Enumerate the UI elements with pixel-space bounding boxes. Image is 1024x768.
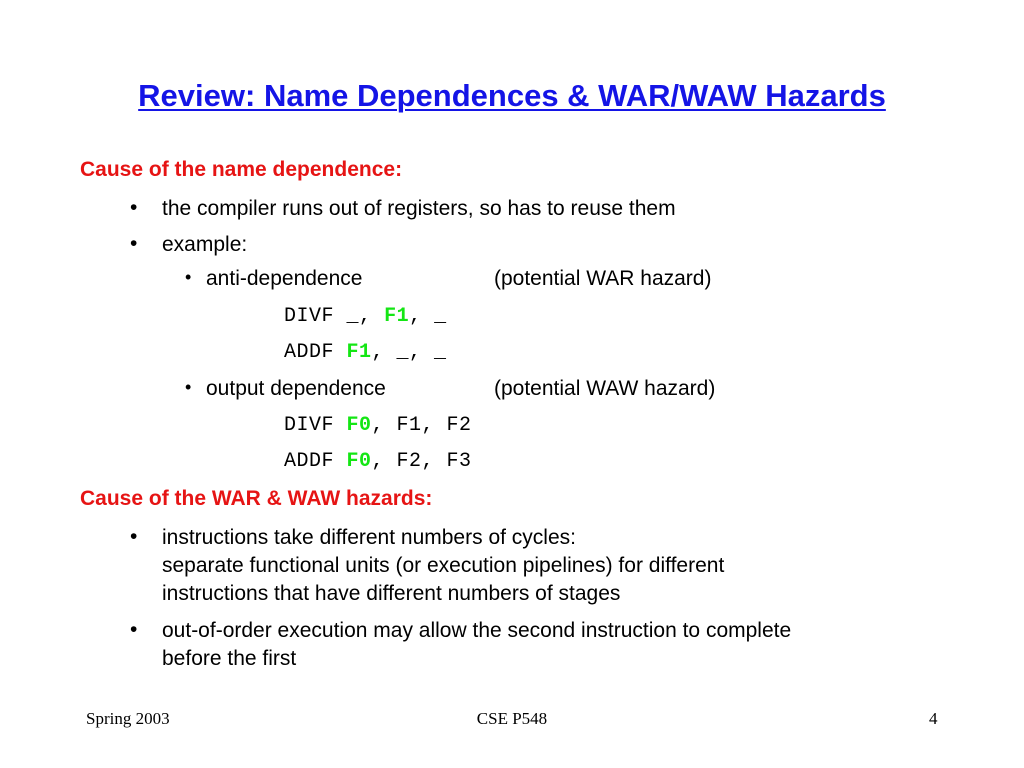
code-operand: , F2, F3 (371, 450, 472, 473)
bullet-text-example: example: (162, 233, 248, 256)
code-operand: _, (346, 305, 372, 328)
code-register-highlight: F0 (346, 450, 372, 473)
note-waw-hazard: (potential WAW hazard) (494, 377, 716, 400)
section-heading-war-waw: Cause of the WAR & WAW hazards: (80, 487, 433, 510)
sub-bullet-anti-dependence: anti-dependence (206, 267, 363, 290)
code-line-addf-output (284, 450, 472, 473)
code-op: ADDF (284, 450, 335, 473)
bullet-text-cycles-line2: separate functional units (or execution pipelines) for different (162, 554, 725, 577)
section-heading-name-dependence: Cause of the name dependence: (80, 158, 403, 181)
code-operand: , F1, F2 (371, 414, 472, 437)
code-line-divf-anti (284, 305, 447, 328)
code-register-highlight: F0 (346, 414, 372, 437)
code-line-divf-output (284, 414, 472, 437)
bullet-icon: • (185, 377, 192, 397)
bullet-text-ooo-line2: before the first (162, 647, 297, 670)
bullet-text-ooo-line1: out-of-order execution may allow the second instruction to complete (162, 619, 792, 642)
code-op: DIVF (284, 305, 335, 328)
bullet-text-compiler: the compiler runs out of registers, so has to reuse them (162, 197, 676, 220)
code-op: ADDF (284, 341, 335, 364)
bullet-text-cycles-line3: instructions that have different numbers of stages (162, 582, 621, 605)
bullet-text-cycles-line1: instructions take different numbers of cycles: (162, 526, 576, 549)
code-operand: , _, _ (371, 341, 447, 364)
bullet-icon: • (130, 196, 138, 219)
bullet-icon: • (130, 525, 138, 548)
note-war-hazard: (potential WAR hazard) (494, 267, 712, 290)
bullet-icon: • (185, 267, 192, 287)
code-register-highlight: F1 (384, 305, 410, 328)
code-line-addf-anti (284, 341, 447, 364)
code-op: DIVF (284, 414, 335, 437)
slide-title: Review: Name Dependences & WAR/WAW Hazards (138, 78, 886, 113)
code-register-highlight: F1 (346, 341, 372, 364)
footer-date: Spring 2003 (86, 709, 170, 728)
bullet-icon: • (130, 232, 138, 255)
code-operand: , _ (409, 305, 447, 328)
sub-bullet-output-dependence: output dependence (206, 377, 386, 400)
bullet-icon: • (130, 618, 138, 641)
footer-page-number: 4 (929, 709, 938, 728)
footer-course: CSE P548 (476, 709, 548, 728)
